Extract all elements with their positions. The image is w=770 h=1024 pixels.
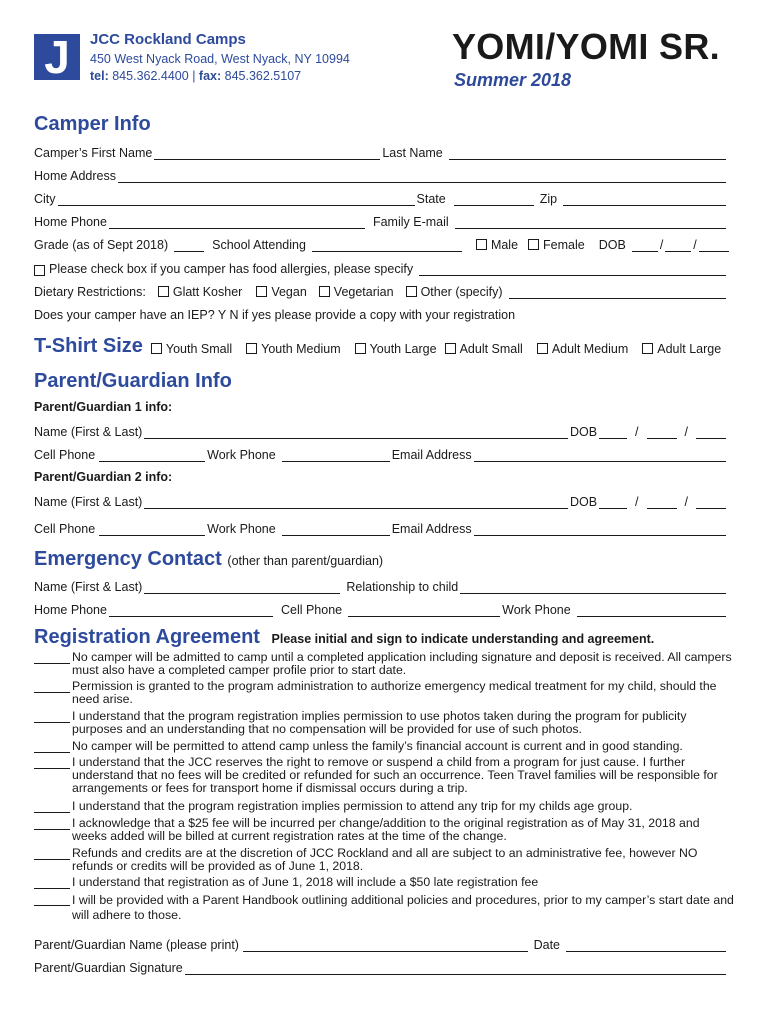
label-parent1-work: Work Phone [207, 448, 276, 462]
org-name: JCC Rockland Camps [90, 31, 246, 48]
field-parent1-dob-day[interactable] [647, 424, 677, 439]
agreement-item: I understand that the program registration implies permission to use photos taken during the program for publicity purposes and an understanding that no compensation will be provided for use of such photos. [34, 710, 734, 736]
label-state: State [416, 192, 446, 206]
label-allergies: Please check box if you camper has food allergies, please specify [49, 262, 414, 276]
label-guardian-signature: Parent/Guardian Signature [34, 961, 183, 975]
field-parent1-dob-year[interactable] [696, 424, 726, 439]
label-iep: Does your camper have an IEP? Y N if yes please provide a copy with your registration [34, 308, 516, 322]
field-emergency-relationship[interactable] [460, 579, 726, 594]
logo-letter: J [44, 31, 70, 83]
label-parent1-name: Name (First & Last) [34, 425, 143, 439]
section-tshirt-size: T-Shirt Size [34, 335, 143, 357]
field-dob-month[interactable] [632, 237, 658, 252]
tel-label: tel: [90, 69, 109, 83]
form-subtitle: Summer 2018 [454, 70, 572, 90]
row-iep [34, 304, 728, 322]
row-camper-name [34, 142, 728, 160]
field-parent2-dob-day[interactable] [647, 494, 677, 509]
agreement-item: I will be provided with a Parent Handbook outlining additional policies and procedures, prior to my camper’s start date and will adhere to those. [34, 893, 734, 923]
checkbox-adult-large[interactable] [642, 343, 653, 354]
option-male[interactable]: Male [476, 238, 518, 252]
row-emergency-name [34, 576, 728, 594]
checkbox-vegan[interactable] [256, 286, 267, 297]
label-school: School Attending [212, 238, 306, 252]
option-adult-large[interactable]: Adult Large [642, 342, 721, 356]
row-emergency-phones [34, 599, 728, 617]
initial-field[interactable] [34, 756, 70, 769]
label-parent1-cell: Cell Phone [34, 448, 96, 462]
org-contact [90, 69, 301, 83]
row-parent1-phones [34, 444, 728, 462]
initial-field[interactable] [34, 651, 70, 664]
agreement-item: I acknowledge that a $25 fee will be incurred per change/addition to the original registration as of May 31, 2018 and weeks added will be billed at current registration rates at the time of the change. [34, 817, 734, 843]
tel-number: 845.362.4400 [112, 69, 189, 83]
field-date[interactable] [566, 937, 726, 952]
field-first-name[interactable] [154, 145, 380, 160]
agreement-instruction: Please initial and sign to indicate understanding and agreement. [271, 632, 655, 646]
label-home-address: Home Address [34, 169, 116, 183]
label-emergency-cell: Cell Phone [280, 603, 343, 617]
label-city: City [34, 192, 56, 206]
initial-field[interactable] [34, 893, 70, 906]
label-parent-1: Parent/Guardian 1 info: [34, 400, 173, 414]
initial-field[interactable] [34, 680, 70, 693]
option-female[interactable]: Female [528, 238, 585, 252]
jcc-logo [34, 31, 80, 83]
option-youth-small[interactable]: Youth Small [151, 342, 232, 356]
checkbox-youth-small[interactable] [151, 343, 162, 354]
label-emergency-home: Home Phone [34, 603, 107, 617]
org-address: 450 West Nyack Road, West Nyack, NY 10994 [90, 52, 350, 66]
initial-field[interactable] [34, 800, 70, 813]
field-city[interactable] [58, 191, 415, 206]
label-family-email: Family E-mail [372, 215, 449, 229]
row-allergies [34, 258, 728, 276]
initial-field[interactable] [34, 847, 70, 860]
label-dietary: Dietary Restrictions: [34, 285, 146, 299]
agreement-item: I understand that registration as of June 1, 2018 will include a $50 late registration fee [34, 876, 734, 889]
field-parent1-cell[interactable] [99, 447, 205, 462]
label-parent-2: Parent/Guardian 2 info: [34, 470, 173, 484]
option-glatt-kosher[interactable]: Glatt Kosher [158, 285, 242, 299]
row-phone-email [34, 211, 728, 229]
row-parent2-name: Name (First & Last) DOB / / [34, 491, 728, 509]
row-dietary [34, 281, 728, 299]
row-guardian-signature [34, 957, 728, 975]
agreement-heading: Registration Agreement [34, 626, 260, 648]
agreement-item: Refunds and credits are at the discretion of JCC Rockland and all are subject to an administrative fee, however NO refunds or credits will be provided as of June 1, 2018. [34, 847, 734, 873]
agreement-item: Permission is granted to the program administration to authorize emergency medical treatment for my child, should the need arise. [34, 680, 734, 706]
label-parent2-cell: Cell Phone [34, 522, 96, 536]
row-parent1-name: Name (First & Last) DOB / / [34, 421, 728, 439]
checkbox-youth-large[interactable] [355, 343, 366, 354]
emergency-heading: Emergency Contact [34, 548, 222, 570]
label-emergency-work: Work Phone [502, 603, 571, 617]
row-guardian-name [34, 934, 728, 952]
field-parent2-work[interactable] [282, 521, 390, 536]
label-emergency-name: Name (First & Last) [34, 580, 143, 594]
contact-separator: | [192, 69, 196, 83]
field-parent1-work[interactable] [282, 447, 390, 462]
field-other-dietary[interactable] [509, 284, 726, 299]
agreement-item: I understand that the JCC reserves the right to remove or suspend a child from a program for just cause. I further understand that no fees will be credited or refunded for such an occurrence. Teen Travel families will be responsible for arrangements or fees for transport home if dismissal occurs during a trip. [34, 756, 734, 795]
checkbox-adult-medium[interactable] [537, 343, 548, 354]
form-title: YOMI/YOMI SR. [452, 26, 720, 67]
label-last-name: Last Name [382, 146, 443, 160]
field-emergency-work[interactable] [577, 602, 726, 617]
field-home-phone[interactable] [109, 214, 365, 229]
label-first-name: Camper’s First Name [34, 146, 153, 160]
tshirt-row [34, 335, 721, 358]
field-parent2-cell[interactable] [99, 521, 205, 536]
label-grade: Grade (as of Sept 2018) [34, 238, 169, 252]
row-parent2-phones [34, 518, 728, 536]
checkbox-allergies[interactable] [34, 265, 45, 276]
field-parent2-dob-year[interactable] [696, 494, 726, 509]
field-guardian-signature[interactable] [185, 960, 726, 975]
section-parent-guardian: Parent/Guardian Info [34, 370, 232, 392]
option-adult-medium[interactable]: Adult Medium [537, 342, 628, 356]
option-other[interactable]: Other (specify) [406, 285, 503, 299]
label-date: Date [533, 938, 560, 952]
row-city-state-zip [34, 188, 728, 206]
fax-label: fax: [198, 69, 222, 83]
label-guardian-name: Parent/Guardian Name (please print) [34, 938, 239, 952]
field-last-name[interactable] [449, 145, 726, 160]
field-emergency-name[interactable] [144, 579, 340, 594]
checkbox-glatt-kosher[interactable] [158, 286, 169, 297]
field-state[interactable] [454, 191, 534, 206]
checkbox-other[interactable] [406, 286, 417, 297]
field-dob-day[interactable] [665, 237, 691, 252]
field-dob-year[interactable] [699, 237, 729, 252]
agreement-item: No camper will be permitted to attend camp unless the family’s financial account is current and in good standing. [34, 740, 734, 753]
label-home-phone: Home Phone [34, 215, 107, 229]
initial-field[interactable] [34, 740, 70, 753]
agreement-item: I understand that the program registration implies permission to attend any trip for my childs age group. [34, 800, 734, 813]
initial-field[interactable] [34, 710, 70, 723]
row-grade-school: Grade (as of Sept 2018) School Attending Male Female DOB / / [34, 234, 728, 252]
label-parent2-email: Email Address [391, 522, 472, 536]
label-parent2-name: Name (First & Last) [34, 495, 143, 509]
field-grade[interactable] [174, 237, 204, 252]
agreement-item: No camper will be admitted to camp until a completed application including signature and deposit is received. All campers must also have a completed camper profile prior to start date. [34, 651, 734, 677]
label-parent1-email: Email Address [391, 448, 472, 462]
initial-field[interactable] [34, 876, 70, 889]
field-school[interactable] [312, 237, 462, 252]
option-youth-large[interactable]: Youth Large [355, 342, 437, 356]
field-parent2-name[interactable] [144, 494, 568, 509]
label-parent1-dob: DOB [569, 425, 598, 439]
field-emergency-cell[interactable] [348, 602, 500, 617]
option-vegan[interactable]: Vegan [256, 285, 306, 299]
field-parent1-name[interactable] [144, 424, 568, 439]
field-guardian-name[interactable] [243, 937, 528, 952]
label-parent2-dob: DOB [569, 495, 598, 509]
label-parent2-work: Work Phone [207, 522, 276, 536]
field-allergies[interactable] [419, 261, 726, 276]
section-registration-agreement [34, 626, 654, 649]
section-camper-info: Camper Info [34, 113, 151, 135]
option-adult-small[interactable]: Adult Small [445, 342, 523, 356]
option-youth-medium[interactable]: Youth Medium [246, 342, 340, 356]
label-zip: Zip [539, 192, 558, 206]
initial-field[interactable] [34, 817, 70, 830]
option-vegetarian[interactable]: Vegetarian [319, 285, 394, 299]
fax-number: 845.362.5107 [224, 69, 302, 83]
field-home-address[interactable] [118, 168, 726, 183]
field-zip[interactable] [563, 191, 726, 206]
checkbox-female[interactable] [528, 239, 539, 250]
field-parent1-email[interactable] [474, 447, 726, 462]
emergency-note: (other than parent/guardian) [227, 554, 384, 568]
checkbox-vegetarian[interactable] [319, 286, 330, 297]
checkbox-male[interactable] [476, 239, 487, 250]
section-emergency-contact [34, 548, 383, 571]
row-home-address [34, 165, 728, 183]
field-parent2-dob-month[interactable] [599, 494, 627, 509]
label-emergency-relationship: Relationship to child [346, 580, 459, 594]
checkbox-adult-small[interactable] [445, 343, 456, 354]
field-family-email[interactable] [455, 214, 726, 229]
checkbox-youth-medium[interactable] [246, 343, 257, 354]
field-parent1-dob-month[interactable] [599, 424, 627, 439]
field-parent2-email[interactable] [474, 521, 726, 536]
field-emergency-home[interactable] [109, 602, 273, 617]
label-dob: DOB [598, 238, 626, 252]
